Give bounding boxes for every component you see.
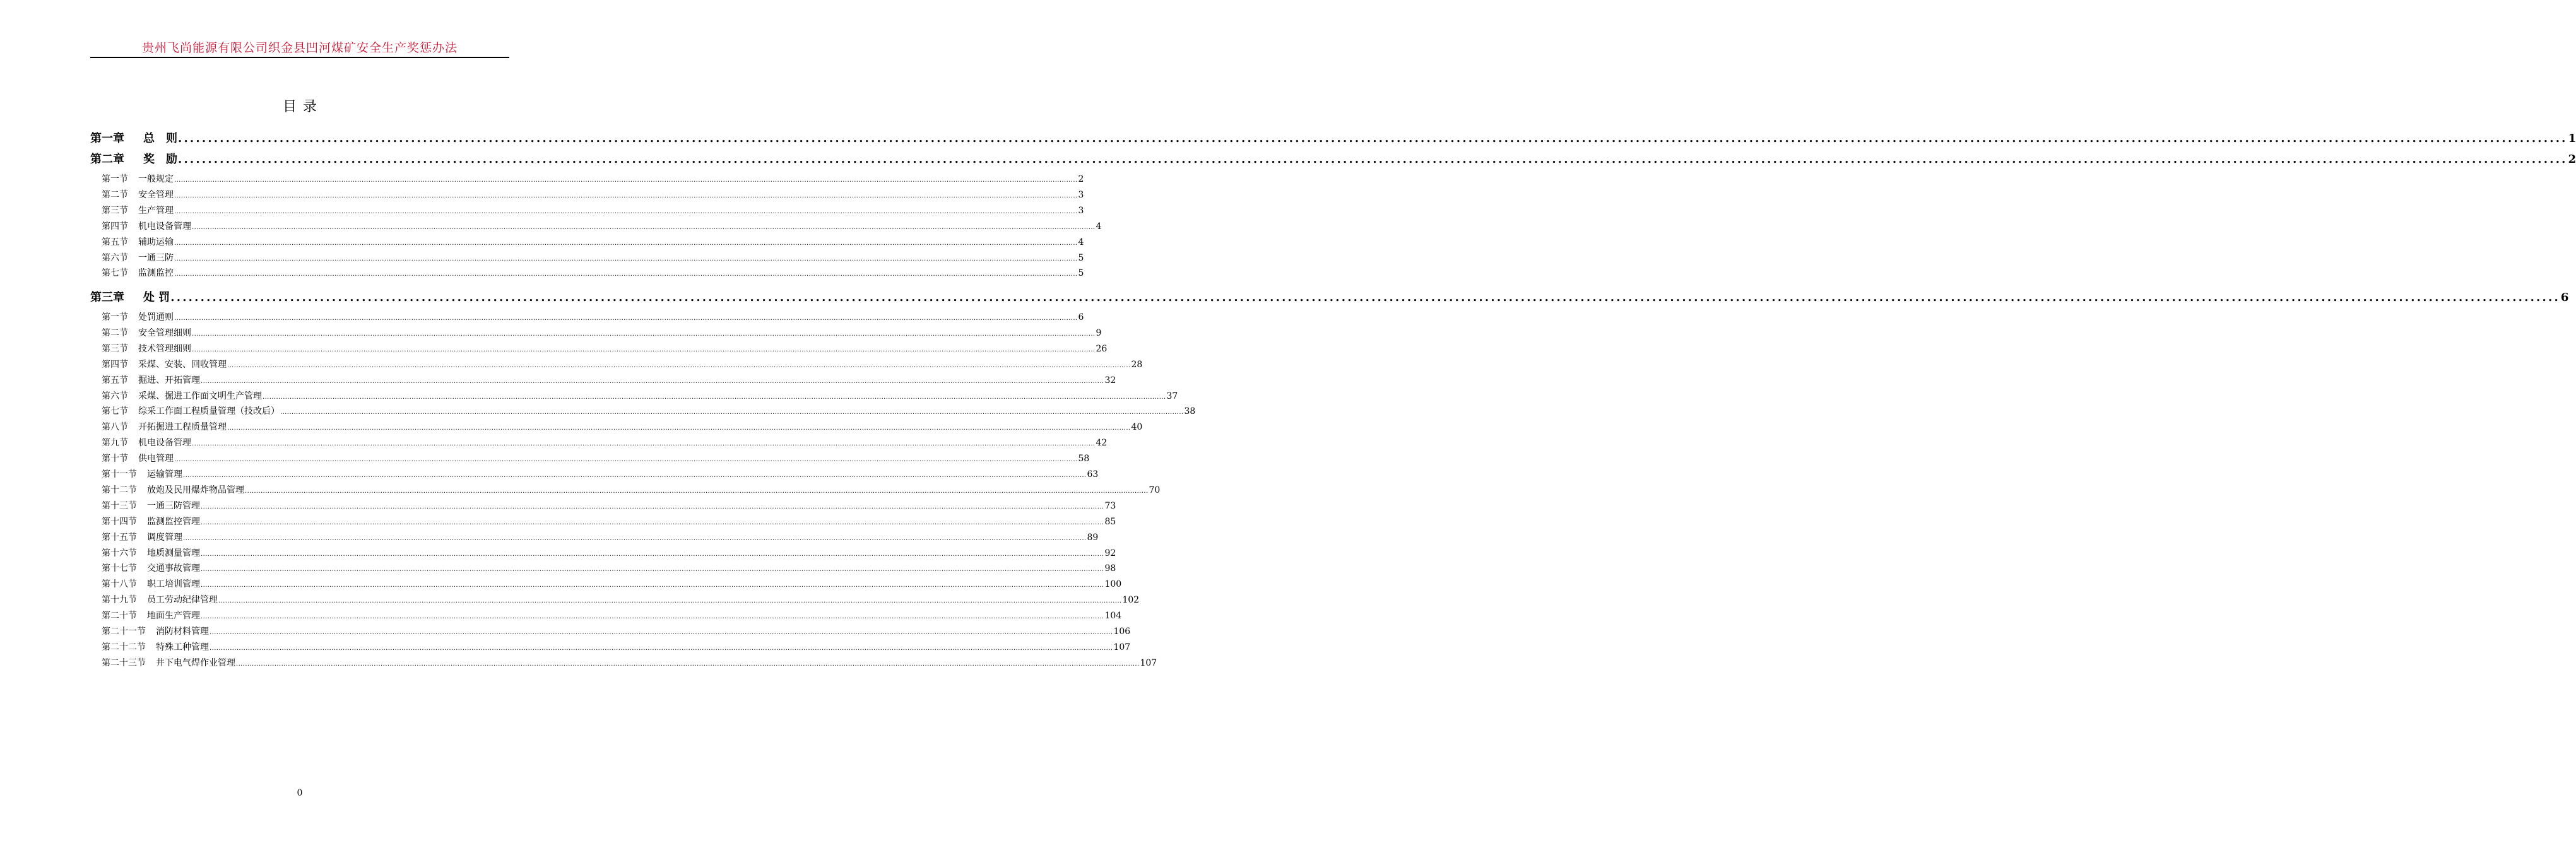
toc-leader-dots: ................................................................................................................................................................................................................................................................................................................................................................................................................ bbox=[201, 613, 1104, 621]
toc-entry-heading bbox=[102, 358, 227, 372]
toc-entry-label: 职工培训管理 bbox=[147, 579, 200, 590]
toc-entry-heading bbox=[102, 625, 209, 639]
toc-entry-page: 26 bbox=[1096, 343, 1108, 354]
toc-entry-label: 消防材料管理 bbox=[156, 627, 209, 637]
toc-leader-dots: ................................................................................................................................................................................................................................................................................................................................................................................................................ bbox=[178, 153, 2568, 166]
toc-entry-label: 安全管理细则 bbox=[138, 327, 191, 338]
toc-section-entry[interactable] bbox=[90, 515, 1116, 529]
toc-entry-heading bbox=[102, 342, 191, 356]
toc-entry-label: 一通三防 bbox=[138, 252, 174, 263]
toc-entry-number: 第三节 bbox=[102, 205, 128, 216]
toc-entry-page: 58 bbox=[1078, 454, 1090, 464]
toc-entry-label: 员工劳动纪律管理 bbox=[147, 595, 218, 606]
toc-entry-label: 地面生产管理 bbox=[147, 611, 200, 621]
toc-entry-number: 第五节 bbox=[102, 375, 128, 386]
toc-leader-dots: ................................................................................................................................................................................................................................................................................................................................................................................................................ bbox=[201, 377, 1104, 385]
toc-entry-heading bbox=[90, 131, 177, 147]
toc-entry-label: 调度管理 bbox=[147, 532, 182, 543]
toc-leader-dots: ................................................................................................................................................................................................................................................................................................................................................................................................................ bbox=[201, 582, 1104, 589]
toc-entry-page: 104 bbox=[1104, 611, 1122, 621]
toc-chapter-entry[interactable] bbox=[90, 131, 2576, 147]
toc-leader-dots: ................................................................................................................................................................................................................................................................................................................................................................................................................ bbox=[192, 346, 1096, 353]
toc-title: 目录 bbox=[282, 99, 323, 115]
toc-entry-number: 第十四节 bbox=[102, 516, 137, 527]
toc-leader-dots: ................................................................................................................................................................................................................................................................................................................................................................................................................ bbox=[192, 223, 1096, 231]
toc-leader-dots: ................................................................................................................................................................................................................................................................................................................................................................................................................ bbox=[174, 177, 1078, 184]
toc-entry-number: 第二章 bbox=[90, 153, 124, 166]
toc-entry-page: 107 bbox=[1140, 657, 1157, 668]
toc-entry-page: 40 bbox=[1131, 422, 1143, 433]
toc-entry-page: 89 bbox=[1087, 532, 1099, 543]
toc-section-entry[interactable] bbox=[90, 358, 1143, 372]
toc-entry-page: 1 bbox=[2568, 132, 2576, 145]
toc-entry-page: 3 bbox=[1078, 189, 1084, 200]
toc-section-entry[interactable] bbox=[90, 326, 1102, 340]
toc-entry-label: 掘进、开拓管理 bbox=[138, 375, 200, 386]
toc-entry-number: 第三节 bbox=[102, 343, 128, 354]
toc-entry-heading bbox=[102, 452, 174, 466]
toc-entry-page: 107 bbox=[1113, 642, 1131, 652]
toc-entry-number: 第一节 bbox=[102, 174, 128, 184]
toc-section-entry[interactable] bbox=[90, 499, 1116, 513]
toc-entry-number: 第十九节 bbox=[102, 595, 137, 606]
toc-leader-dots: ................................................................................................................................................................................................................................................................................................................................................................................................................ bbox=[183, 472, 1087, 479]
toc-leader-dots: ................................................................................................................................................................................................................................................................................................................................................................................................................ bbox=[227, 425, 1131, 432]
toc-entry-number: 第十五节 bbox=[102, 532, 137, 543]
toc-leader-dots: ................................................................................................................................................................................................................................................................................................................................................................................................................ bbox=[201, 503, 1104, 510]
toc-leader-dots: ................................................................................................................................................................................................................................................................................................................................................................................................................ bbox=[183, 534, 1087, 542]
toc-leader-dots: ................................................................................................................................................................................................................................................................................................................................................................................................................ bbox=[174, 208, 1078, 215]
toc-section-entry[interactable] bbox=[90, 452, 1090, 466]
toc-entry-number: 第二节 bbox=[102, 327, 128, 338]
toc-entry-heading bbox=[102, 436, 191, 450]
toc-entry-number: 第一章 bbox=[90, 132, 124, 145]
toc-entry-label: 供电管理 bbox=[138, 454, 174, 464]
toc-section-entry[interactable] bbox=[90, 172, 1084, 186]
toc-leader-dots: ................................................................................................................................................................................................................................................................................................................................................................................................................ bbox=[192, 330, 1096, 338]
toc-entry-heading bbox=[102, 235, 174, 249]
toc-entry-page: 3 bbox=[1078, 205, 1084, 216]
toc-entry-number: 第八节 bbox=[102, 422, 128, 433]
toc-entry-heading bbox=[102, 420, 227, 434]
toc-entry-heading bbox=[102, 656, 235, 670]
toc-entry-page: 63 bbox=[1087, 469, 1099, 480]
toc-entry-page: 5 bbox=[1078, 252, 1084, 263]
toc-entry-label: 安全管理 bbox=[138, 189, 174, 200]
toc-section-entry[interactable] bbox=[90, 640, 1131, 654]
toc-entry-label: 处罚通则 bbox=[138, 312, 174, 322]
toc-entry-label: 地质测量管理 bbox=[147, 548, 200, 558]
toc-entry-page: 4 bbox=[1096, 221, 1102, 232]
toc-entry-heading bbox=[102, 172, 174, 186]
toc-section-entry[interactable] bbox=[90, 310, 1084, 324]
toc-section-entry[interactable] bbox=[90, 577, 1122, 591]
toc-entry-page: 6 bbox=[2560, 291, 2569, 304]
toc-entry-heading bbox=[102, 531, 182, 545]
document-header-title: 贵州飞尚能源有限公司织金县凹河煤矿安全生产奖惩办法 bbox=[141, 41, 458, 55]
toc-section-entry[interactable] bbox=[90, 188, 1084, 202]
toc-section-entry[interactable] bbox=[90, 374, 1116, 387]
toc-chapter-entry[interactable] bbox=[90, 151, 2576, 168]
toc-entry-heading bbox=[102, 374, 200, 387]
toc-entry-heading bbox=[90, 151, 177, 168]
toc-entry-label: 交通事故管理 bbox=[147, 563, 200, 574]
toc-entry-page: 2 bbox=[1078, 174, 1084, 184]
toc-entry-heading bbox=[102, 310, 174, 324]
page-number: 0 bbox=[297, 788, 303, 798]
toc-leader-dots: ................................................................................................................................................................................................................................................................................................................................................................................................................ bbox=[263, 393, 1166, 401]
toc-leader-dots: ................................................................................................................................................................................................................................................................................................................................................................................................................ bbox=[174, 271, 1078, 278]
toc-leader-dots: ................................................................................................................................................................................................................................................................................................................................................................................................................ bbox=[210, 644, 1113, 652]
toc-entry-heading bbox=[102, 546, 200, 560]
toc-entry-label: 放炮及民用爆炸物品管理 bbox=[147, 485, 244, 495]
toc-leader-dots: ................................................................................................................................................................................................................................................................................................................................................................................................................ bbox=[236, 660, 1140, 668]
toc-entry-page: 9 bbox=[1096, 327, 1102, 338]
toc-entry-label: 监测监控管理 bbox=[147, 516, 200, 527]
toc-entry-number: 第九节 bbox=[102, 438, 128, 449]
toc-leader-dots: ................................................................................................................................................................................................................................................................................................................................................................................................................ bbox=[178, 132, 2568, 145]
toc-entry-heading bbox=[102, 468, 182, 481]
toc-entry-heading bbox=[102, 499, 200, 513]
toc-leader-dots: ................................................................................................................................................................................................................................................................................................................................................................................................................ bbox=[174, 192, 1078, 199]
toc-entry-page: 85 bbox=[1104, 516, 1116, 527]
toc-entry-heading bbox=[90, 290, 170, 306]
toc-entry-page: 38 bbox=[1184, 406, 1196, 417]
toc-section-entry[interactable] bbox=[90, 625, 1131, 639]
toc-leader-dots: ................................................................................................................................................................................................................................................................................................................................................................................................................ bbox=[227, 362, 1131, 369]
toc-entry-heading bbox=[102, 483, 244, 497]
toc-entry-number: 第十七节 bbox=[102, 563, 137, 574]
toc-section-entry[interactable] bbox=[90, 204, 1084, 218]
toc-section-entry[interactable] bbox=[90, 342, 1108, 356]
toc-leader-dots: ................................................................................................................................................................................................................................................................................................................................................................................................................ bbox=[174, 315, 1078, 322]
toc-leader-dots: ................................................................................................................................................................................................................................................................................................................................................................................................................ bbox=[174, 255, 1078, 262]
toc-entry-heading bbox=[102, 404, 280, 418]
toc-section-entry[interactable] bbox=[90, 389, 1178, 403]
toc-section-entry[interactable] bbox=[90, 266, 1084, 280]
toc-section-entry[interactable] bbox=[90, 656, 1157, 670]
toc-entry-heading bbox=[102, 266, 174, 280]
toc-entry-label: 监测监控 bbox=[138, 268, 174, 279]
header-rule bbox=[90, 57, 509, 58]
toc-entry-heading bbox=[102, 515, 200, 529]
toc-entry-label: 井下电气焊作业管理 bbox=[156, 657, 235, 668]
toc-entry-label: 处 罚 bbox=[143, 291, 170, 304]
toc-entry-heading bbox=[102, 204, 174, 218]
toc-entry-number: 第十六节 bbox=[102, 548, 137, 558]
toc-section-entry[interactable] bbox=[90, 609, 1122, 623]
toc-entry-page: 106 bbox=[1113, 627, 1131, 637]
toc-entry-page: 6 bbox=[1078, 312, 1084, 322]
toc-entry-label: 一般规定 bbox=[138, 174, 174, 184]
toc-entry-heading bbox=[102, 609, 200, 623]
toc-entry-label: 技术管理细则 bbox=[138, 343, 191, 354]
toc-entry-page: 28 bbox=[1131, 359, 1143, 370]
toc-entry-number: 第二十三节 bbox=[102, 657, 146, 668]
toc-entry-label: 生产管理 bbox=[138, 205, 174, 216]
toc-entry-heading bbox=[102, 251, 174, 265]
toc-entry-number: 第六节 bbox=[102, 252, 128, 263]
toc-entry-heading bbox=[102, 389, 262, 403]
toc-section-entry[interactable] bbox=[90, 531, 1099, 545]
toc-entry-label: 运输管理 bbox=[147, 469, 182, 480]
toc-section-entry[interactable] bbox=[90, 562, 1116, 575]
toc-section-entry[interactable] bbox=[90, 436, 1108, 450]
toc-section-entry[interactable] bbox=[90, 593, 1140, 607]
toc-entry-number: 第二十一节 bbox=[102, 627, 146, 637]
toc-entry-heading bbox=[102, 640, 209, 654]
toc-entry-number: 第六节 bbox=[102, 391, 128, 401]
toc-entry-label: 辅助运输 bbox=[138, 237, 174, 247]
toc-entry-page: 4 bbox=[1078, 237, 1084, 247]
toc-entry-heading bbox=[102, 220, 191, 233]
toc-leader-dots: ................................................................................................................................................................................................................................................................................................................................................................................................................ bbox=[174, 239, 1078, 247]
toc-leader-dots: ................................................................................................................................................................................................................................................................................................................................................................................................................ bbox=[218, 598, 1122, 605]
toc-entry-page: 32 bbox=[1104, 375, 1116, 386]
toc-entry-page: 100 bbox=[1104, 579, 1122, 590]
toc-entry-page: 92 bbox=[1104, 548, 1116, 558]
toc-entry-heading bbox=[102, 326, 191, 340]
toc-section-entry[interactable] bbox=[90, 251, 1084, 265]
toc-entry-number: 第二十二节 bbox=[102, 642, 146, 652]
toc-entry-label: 采煤、安装、回收管理 bbox=[138, 359, 227, 370]
toc-entry-number: 第五节 bbox=[102, 237, 128, 247]
toc-section-entry[interactable] bbox=[90, 404, 1196, 418]
toc-entry-label: 机电设备管理 bbox=[138, 221, 191, 232]
toc-entry-number: 第十节 bbox=[102, 454, 128, 464]
toc-entry-heading bbox=[102, 188, 174, 202]
toc-section-entry[interactable] bbox=[90, 420, 1143, 434]
toc-entry-heading bbox=[102, 577, 200, 591]
toc-entry-number: 第二节 bbox=[102, 189, 128, 200]
toc-leader-dots: ................................................................................................................................................................................................................................................................................................................................................................................................................ bbox=[280, 409, 1184, 416]
toc-entry-label: 综采工作面工程质量管理（技改后） bbox=[138, 406, 280, 417]
toc-entry-number: 第十二节 bbox=[102, 485, 137, 495]
toc-entry-heading bbox=[102, 562, 200, 575]
toc-entry-heading bbox=[102, 593, 218, 607]
toc-entry-number: 第七节 bbox=[102, 268, 128, 279]
toc-entry-label: 总 则 bbox=[143, 132, 177, 145]
toc-leader-dots: ................................................................................................................................................................................................................................................................................................................................................................................................................ bbox=[201, 519, 1104, 526]
toc-entry-label: 一通三防管理 bbox=[147, 500, 200, 511]
toc-leader-dots: ................................................................................................................................................................................................................................................................................................................................................................................................................ bbox=[174, 456, 1078, 464]
toc-entry-number: 第四节 bbox=[102, 359, 128, 370]
toc-entry-number: 第四节 bbox=[102, 221, 128, 232]
toc-entry-number: 第七节 bbox=[102, 406, 128, 417]
toc-leader-dots: ................................................................................................................................................................................................................................................................................................................................................................................................................ bbox=[201, 550, 1104, 558]
toc-entry-page: 98 bbox=[1104, 563, 1116, 574]
toc-entry-number: 第十三节 bbox=[102, 500, 137, 511]
toc-entry-label: 采煤、掘进工作面文明生产管理 bbox=[138, 391, 262, 401]
toc-entry-page: 42 bbox=[1096, 438, 1108, 449]
toc-section-entry[interactable] bbox=[90, 546, 1116, 560]
toc-section-entry[interactable] bbox=[90, 235, 1084, 249]
toc-section-entry[interactable] bbox=[90, 220, 1102, 233]
toc-entry-page: 70 bbox=[1149, 485, 1161, 495]
toc-entry-label: 特殊工种管理 bbox=[156, 642, 209, 652]
toc-entry-page: 73 bbox=[1104, 500, 1116, 511]
toc-entry-label: 奖 励 bbox=[143, 153, 177, 166]
toc-entry-number: 第一节 bbox=[102, 312, 128, 322]
toc-section-entry[interactable] bbox=[90, 468, 1099, 481]
toc-leader-dots: ................................................................................................................................................................................................................................................................................................................................................................................................................ bbox=[170, 291, 2560, 304]
toc-entry-number: 第十一节 bbox=[102, 469, 137, 480]
toc-entry-number: 第二十节 bbox=[102, 611, 137, 621]
toc-entry-label: 机电设备管理 bbox=[138, 438, 191, 449]
toc-leader-dots: ................................................................................................................................................................................................................................................................................................................................................................................................................ bbox=[245, 487, 1149, 495]
toc-entry-label: 开拓掘进工程质量管理 bbox=[138, 422, 227, 433]
toc-leader-dots: ................................................................................................................................................................................................................................................................................................................................................................................................................ bbox=[192, 440, 1096, 448]
toc-leader-dots: ................................................................................................................................................................................................................................................................................................................................................................................................................ bbox=[210, 629, 1113, 636]
toc-entry-page: 37 bbox=[1166, 391, 1178, 401]
toc-entry-page: 2 bbox=[2568, 153, 2576, 166]
toc-leader-dots: ................................................................................................................................................................................................................................................................................................................................................................................................................ bbox=[201, 566, 1104, 574]
toc-entry-number: 第十八节 bbox=[102, 579, 137, 590]
toc-entry-page: 102 bbox=[1122, 595, 1140, 606]
toc-entry-number: 第三章 bbox=[90, 291, 124, 304]
toc-chapter-entry[interactable] bbox=[90, 290, 2569, 306]
toc-entry-page: 5 bbox=[1078, 268, 1084, 279]
toc-section-entry[interactable] bbox=[90, 483, 1161, 497]
